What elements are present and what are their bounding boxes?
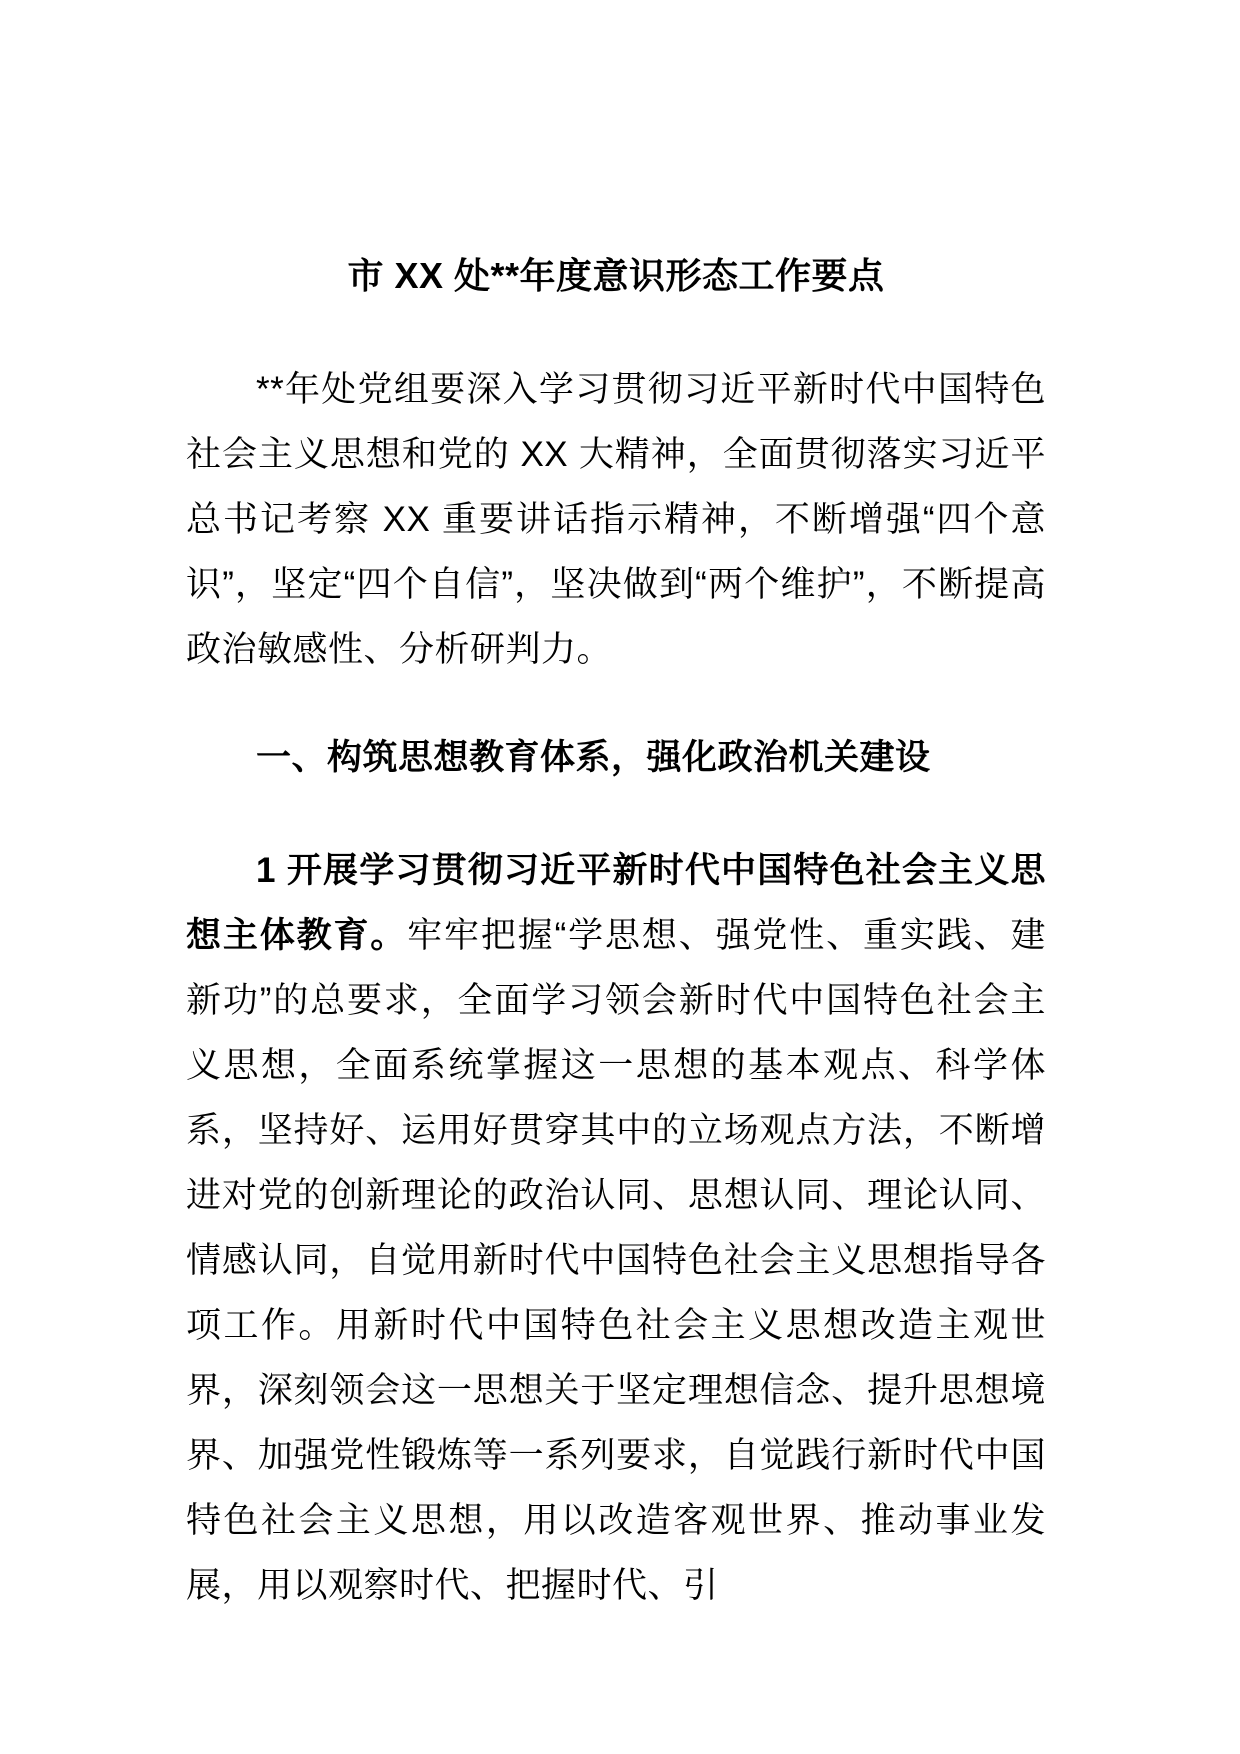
document-title: 市 XX 处**年度意识形态工作要点 (347, 255, 885, 296)
intro-paragraph: **年处党组要深入学习贯彻习近平新时代中国特色社会主义思想和党的 XX 大精神，全面贯彻落实习近平总书记考察 XX 重要讲话指示精神，不断增强“四个意识”，坚定“四个自信”，坚决做到“两个维护”，不断提高政治敏感性、分析研判力。 (186, 370, 1046, 669)
item-1-lead: 1 开展学习贯彻习近平新时代中国特色社会主义思想主体教育。 (186, 851, 1046, 955)
section-heading-1: 一、构筑思想教育体系，强化政治机关建设 (256, 738, 931, 777)
document-content (186, 0, 1046, 1618)
item-1-paragraph (186, 838, 1046, 1618)
item-1-body: 牢牢把握“学思想、强党性、重实践、建新功”的总要求，全面学习领会新时代中国特色社会主义思想，全面系统掌握这一思想的基本观点、科学体系，坚持好、运用好贯穿其中的立场观点方法，不断增进对党的创新理论的政治认同、思想认同、理论认同、情感认同，自觉用新时代中国特色社会主义思想指导各项工作。用新时代中国特色社会主义思想改造主观世界，深刻领会这一思想关于坚定理想信念、提升思想境界、加强党性锻炼等一系列要求，自觉践行新时代中国特色社会主义思想，用以改造客观世界、推动事业发展，用以观察时代、把握时代、引 (186, 916, 1046, 1605)
